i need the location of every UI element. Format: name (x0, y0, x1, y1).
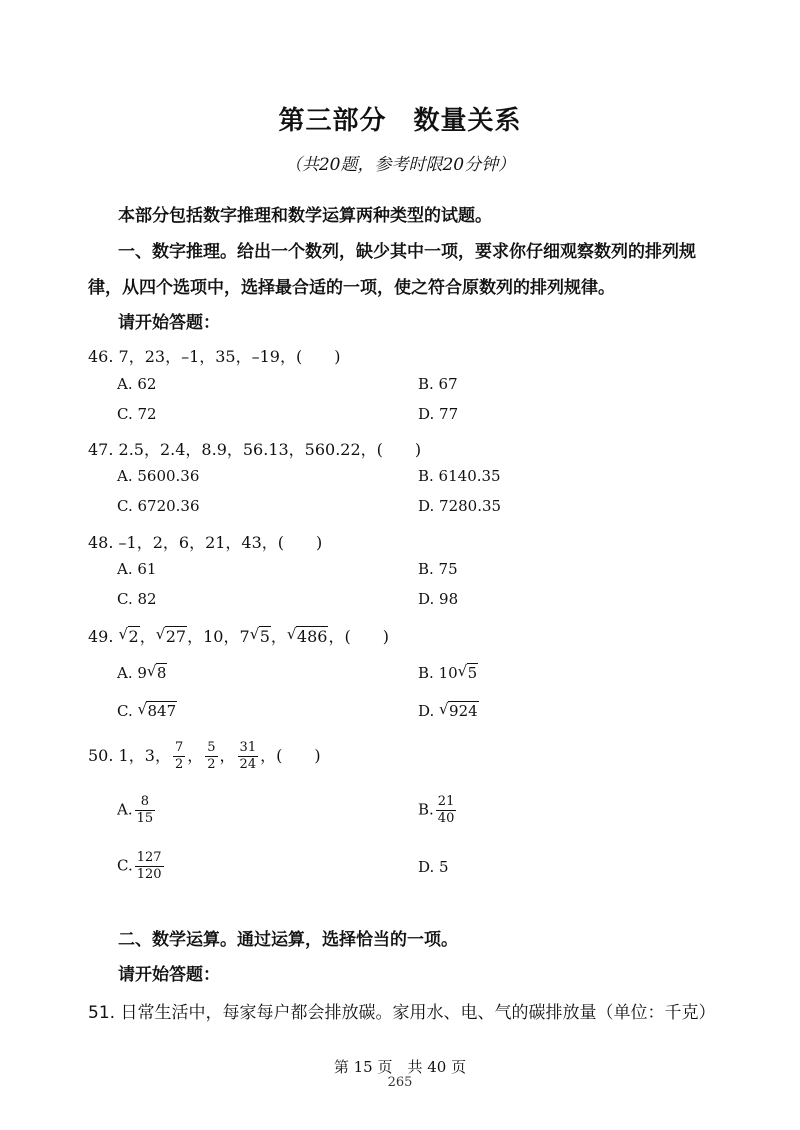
q48-option-b[interactable]: B. 75 (418, 560, 458, 578)
q49-option-a[interactable]: A. 9√ 8 (117, 664, 167, 682)
intro-text: 本部分包括数字推理和数学运算两种类型的试题。 (118, 206, 492, 226)
q47-option-c[interactable]: C. 6720.36 (117, 497, 200, 515)
question-47: 47. 2.5，2.4，8.9，56.13，560.22，( ) (88, 440, 422, 459)
q49-option-c[interactable]: C. √ 847 (117, 702, 177, 720)
q49-term-4-coef: 7 (239, 627, 250, 646)
question-46: 46. 7，23，–1，35，–19，( ) (88, 347, 341, 366)
q49-term-3: 10 (203, 627, 224, 646)
q50-term-4: $\frac{5}{2}$ (207, 740, 216, 772)
q47-option-d[interactable]: D. 7280.35 (418, 497, 502, 515)
q50-option-a[interactable]: A. $\frac{8}{15}$ (117, 794, 154, 826)
page-number: 265 (387, 1075, 413, 1090)
q46-option-c[interactable]: C. 72 (117, 405, 157, 423)
q49-term-1: √ 2 (119, 627, 140, 646)
question-49: 49. √ 2，√ 27，10，7√ 5，√ 486，( ) (88, 624, 389, 647)
q46-option-a[interactable]: A. 62 (117, 375, 157, 393)
q50-term-5: $\frac{31}{24}$ (239, 740, 257, 772)
q46-option-b[interactable]: B. 67 (418, 375, 458, 393)
q49-option-b[interactable]: B. 10√ 5 (418, 664, 478, 682)
q48-option-d[interactable]: D. 98 (418, 590, 459, 608)
section-subtitle: （共20题，参考时限20分钟） (284, 155, 516, 175)
part1-instruction: 一、数字推理。给出一个数列，缺少其中一项，要求你仔细观察数列的排列规律，从四个选项中，选择最合适的一项，使之符合原数列的排列规律。 (88, 242, 696, 298)
part2-start: 请开始答题： (118, 965, 220, 985)
q50-term-1: 1 (118, 746, 129, 765)
q49-term-4: √ 5 (250, 627, 271, 646)
q49-option-d[interactable]: D. √ 924 (418, 702, 479, 720)
question-51: 51. 日常生活中，每家每户都会排放碳。家用水、电、气的碳排放量（单位：千克） (88, 1003, 716, 1023)
question-48: 48. –1，2，6，21，43，( ) (88, 533, 323, 552)
q47-option-b[interactable]: B. 6140.35 (418, 467, 501, 485)
question-50: 50. 1，3， $\frac{7}{2}$ ， $\frac{5}{2}$ ， $\frac{31}{24}$ ，( ) (88, 740, 321, 772)
part1-start: 请开始答题： (118, 313, 220, 333)
q50-term-3: $\frac{7}{2}$ (174, 740, 184, 772)
q48-option-c[interactable]: C. 82 (117, 590, 157, 608)
q50-term-2: 3 (144, 746, 155, 765)
part2-instruction: 二、数学运算。通过运算，选择恰当的一项。 (118, 930, 458, 950)
q49-blank: ( ) (344, 627, 389, 646)
q50-option-b[interactable]: B. $\frac{21}{40}$ (418, 794, 455, 826)
q50-option-c[interactable]: C. $\frac{127}{120}$ (117, 850, 162, 882)
q49-term-2: √ 27 (156, 627, 187, 646)
q46-option-d[interactable]: D. 77 (418, 405, 459, 423)
q50-option-d[interactable]: D. 5 (418, 858, 449, 876)
q49-term-5: √ 486 (287, 627, 329, 646)
q50-blank: ( ) (276, 746, 321, 765)
q48-option-a[interactable]: A. 61 (117, 560, 157, 578)
section-title: 第三部分 数量关系 (278, 106, 522, 136)
q49-number: 49. (88, 627, 114, 646)
page-footer: 第 15 页 共 40 页 (333, 1058, 467, 1076)
q47-option-a[interactable]: A. 5600.36 (117, 467, 200, 485)
